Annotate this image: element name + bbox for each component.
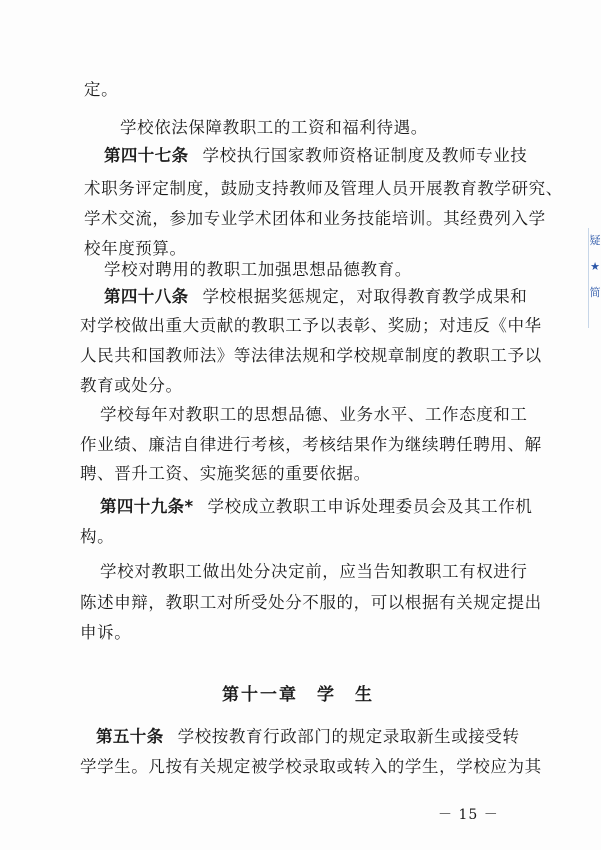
text-line: 构。 [80,527,115,546]
article-50-text: 学校按教育行政部门的规定录取新生或接受转 [177,727,520,746]
article-50 [96,726,520,748]
text-line: 学学生。凡按有关规定被学校录取或转入的学生，学校应为其 [80,757,542,776]
page-number: － 15 － [438,807,499,823]
article-47-title: 第四十七条 [104,146,189,165]
text-line: 教育或处分。 [80,376,183,395]
text-line: 申诉。 [80,623,132,642]
article-47-text: 学校执行国家教师资格证制度及教师专业技 [202,146,528,165]
article-48 [104,286,527,308]
article-48-text: 学校根据奖惩规定，对取得教育教学成果和 [202,287,528,306]
article-49 [100,496,532,518]
stamp-glyph: 疑 [589,234,601,247]
text-line: 学术交流，参加专业学术团体和业务技能培训。其经费列入学 [84,209,546,228]
text-line: 学校每年对教职工的思想品德、业务水平、工作态度和工 [100,405,528,424]
stamp-glyph: 简 [589,286,601,299]
text-line: 定。 [84,80,119,99]
text-line: 学校对教职工做出处分决定前，应当告知教职工有权进行 [100,562,528,581]
article-47 [104,145,527,167]
text-line: 校年度预算。 [84,239,187,258]
text-line: 陈述申辩，教职工对所受处分不服的，可以根据有关规定提出 [80,593,542,612]
article-49-text: 学校成立教职工申诉处理委员会及其工作机 [207,497,533,516]
chapter-heading: 第十一章 学 生 [222,685,374,705]
article-50-title: 第五十条 [96,727,164,746]
text-line: 聘、晋升工资、实施奖惩的重要依据。 [80,464,371,483]
text-line: 学校对聘用的教职工加强思想品德教育。 [104,260,412,279]
article-49-title: 第四十九条* [100,497,194,516]
article-48-title: 第四十八条 [104,287,189,306]
text-line: 对学校做出重大贡献的教职工予以表彰、奖励；对违反《中华 [80,316,542,335]
star-icon: ★ [590,260,600,273]
binding-stamp [588,228,601,328]
text-line: 学校依法保障教职工的工资和福利待遇。 [120,118,428,137]
text-line: 人民共和国教师法》等法律法规和学校规章制度的教职工予以 [80,346,542,365]
text-line: 作业绩、廉洁自律进行考核，考核结果作为继续聘任聘用、解 [80,435,542,454]
text-line: 术职务评定制度，鼓励支持教师及管理人员开展教育教学研究、 [84,179,563,198]
